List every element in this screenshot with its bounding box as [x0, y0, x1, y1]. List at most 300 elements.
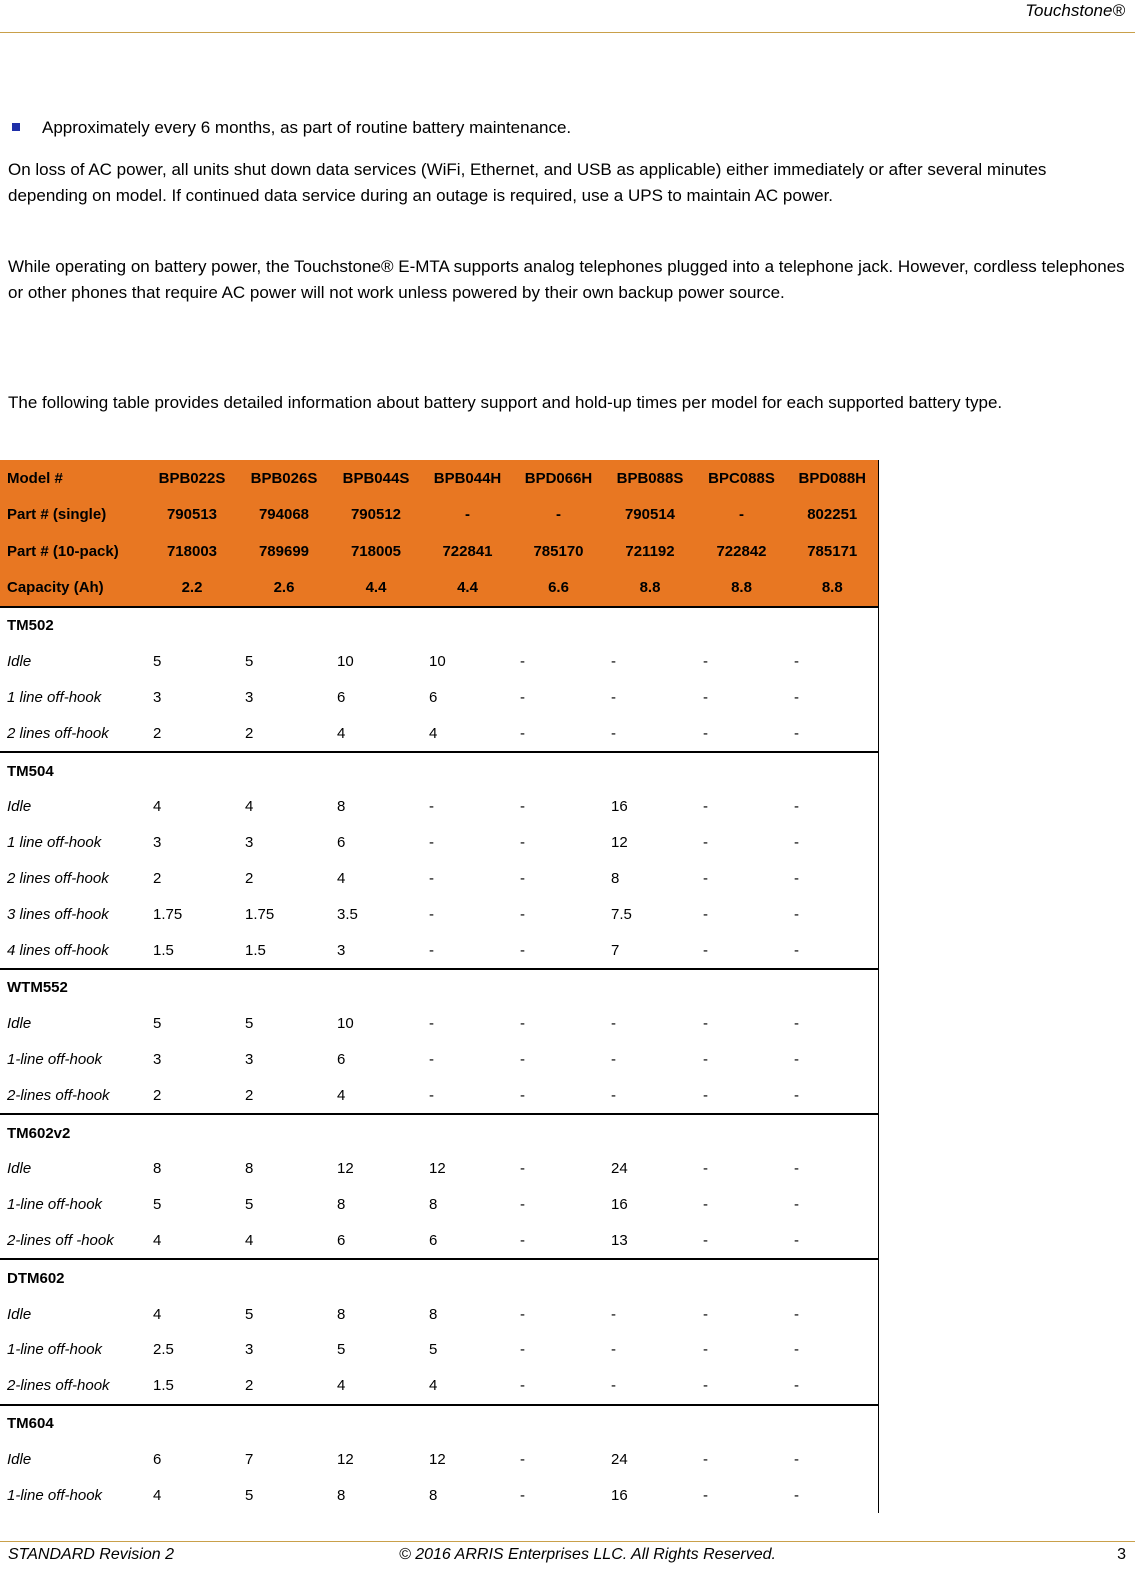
table-cell: - [520, 798, 525, 816]
table-row [0, 1223, 878, 1260]
table-cell: 6 [153, 1450, 162, 1468]
table-cell: - [520, 1160, 525, 1178]
table-cell: - [429, 869, 434, 887]
table-cell: 6 [337, 688, 346, 706]
empty-cell [787, 969, 878, 1006]
empty-cell [604, 607, 696, 644]
table-cell: 5 [337, 1341, 346, 1359]
table-cell: 13 [611, 1231, 628, 1249]
header-label: Model # [0, 460, 146, 497]
empty-cell [238, 969, 330, 1006]
table-cell: 8 [611, 869, 620, 887]
table-row [0, 1151, 878, 1187]
table-row [0, 1441, 878, 1477]
table-cell: - [787, 1077, 878, 1114]
header-cell: 790513 [146, 497, 238, 534]
table-cell: 3 [245, 1050, 254, 1068]
table-cell: - [520, 834, 525, 852]
table-cell: 2 [153, 1086, 162, 1104]
empty-cell [513, 1259, 604, 1296]
empty-cell [604, 1405, 696, 1442]
table-cell: - [429, 1050, 434, 1068]
table-cell: 5 [245, 1015, 254, 1033]
table-cell: 8 [429, 1486, 438, 1504]
table-cell: 12 [429, 1450, 446, 1468]
table-cell: - [787, 1187, 878, 1223]
table-row [0, 896, 878, 932]
header-cell: - [422, 497, 513, 534]
header-cell: - [696, 497, 787, 534]
header-cell: BPD088H [787, 460, 878, 497]
table-cell: 4 [153, 798, 162, 816]
table-cell: - [520, 1341, 525, 1359]
table-cell: - [703, 653, 708, 671]
empty-cell [513, 1405, 604, 1442]
table-cell: 5 [153, 1196, 162, 1214]
header-cell: BPB026S [238, 460, 330, 497]
empty-cell [513, 1114, 604, 1151]
table-cell: - [703, 1305, 708, 1323]
table-cell: - [787, 1042, 878, 1078]
table-cell: - [520, 724, 525, 742]
table-cell: 16 [611, 1196, 628, 1214]
row-label: Idle [7, 1305, 32, 1323]
table-cell: 8 [429, 1305, 438, 1323]
table-cell: - [520, 941, 525, 959]
empty-cell [787, 1114, 878, 1151]
table-cell: - [520, 1015, 525, 1033]
table-cell: 2 [153, 869, 162, 887]
empty-cell [604, 969, 696, 1006]
table-cell: - [703, 1231, 708, 1249]
row-label: 4 lines off-hook [7, 941, 109, 959]
header-label: Capacity (Ah) [0, 570, 146, 608]
model-row [0, 969, 878, 1006]
table-row [0, 680, 878, 716]
table-cell: - [703, 1377, 708, 1395]
battery-table [0, 460, 879, 1513]
header-cell: 2.6 [238, 570, 330, 608]
empty-cell [696, 607, 787, 644]
table-cell: 4 [337, 1377, 346, 1395]
empty-cell [604, 752, 696, 789]
empty-cell [238, 752, 330, 789]
table-cell: 5 [245, 1196, 254, 1214]
table-cell: - [703, 1160, 708, 1178]
model-row [0, 1405, 878, 1442]
table-row [0, 1296, 878, 1332]
model-name: TM502 [0, 607, 146, 644]
table-cell: - [787, 896, 878, 932]
empty-cell [513, 969, 604, 1006]
header-label: Part # (single) [0, 497, 146, 534]
table-row [0, 1006, 878, 1042]
table-cell: 7.5 [611, 905, 632, 923]
table-cell: - [787, 1477, 878, 1513]
row-label: Idle [7, 1015, 32, 1033]
table-cell: 3.5 [337, 905, 358, 923]
table-cell: 8 [245, 1160, 254, 1178]
table-cell: - [429, 1086, 434, 1104]
table-cell: - [611, 1050, 616, 1068]
empty-cell [146, 1114, 238, 1151]
bullet-text: Approximately every 6 months, as part of routine battery maintenance. [42, 118, 572, 137]
empty-cell [238, 1405, 330, 1442]
table-cell: - [787, 1006, 878, 1042]
table-cell: - [787, 1332, 878, 1368]
table-row [0, 1187, 878, 1223]
model-name: TM604 [0, 1405, 146, 1442]
empty-cell [330, 1405, 422, 1442]
table-cell: 8 [337, 1305, 346, 1323]
table-cell: - [429, 941, 434, 959]
table-cell: - [703, 1450, 708, 1468]
table-cell: - [703, 1196, 708, 1214]
table-cell: 7 [245, 1450, 254, 1468]
table-cell: 6 [429, 688, 438, 706]
table-cell: - [703, 1086, 708, 1104]
table-cell: 12 [337, 1160, 354, 1178]
header-cell: BPB044H [422, 460, 513, 497]
footer-copyright: © 2016 ARRIS Enterprises LLC. All Rights Reserved. [399, 1546, 776, 1563]
page-header [0, 0, 1135, 33]
empty-cell [146, 969, 238, 1006]
table-cell: 6 [337, 834, 346, 852]
table-header-row [0, 460, 878, 497]
table-cell: 2 [245, 1086, 254, 1104]
table-cell: 6 [337, 1231, 346, 1249]
table-cell: - [611, 724, 616, 742]
header-cell: 6.6 [513, 570, 604, 608]
table-cell: - [787, 825, 878, 861]
paragraph-battery-power: While operating on battery power, the Touchstone® E-MTA supports analog telephones plugged into a telephone jack. However, cordless telephones or other phones that require AC power will not work unless powered by their own backup power source. [8, 257, 1125, 302]
header-cell: 802251 [787, 497, 878, 534]
empty-cell [696, 969, 787, 1006]
table-cell: 5 [429, 1341, 438, 1359]
table-cell: 3 [153, 688, 162, 706]
empty-cell [422, 969, 513, 1006]
table-header-row [0, 570, 878, 608]
table-cell: - [520, 1231, 525, 1249]
empty-cell [330, 969, 422, 1006]
paragraph-table-intro: The following table provides detailed information about battery support and hold-up times per model for each supported battery type. [8, 393, 1003, 412]
table-cell: - [703, 834, 708, 852]
empty-cell [696, 1114, 787, 1151]
model-name: TM504 [0, 752, 146, 789]
row-label: 2 lines off-hook [7, 724, 109, 742]
table-cell: - [703, 941, 708, 959]
table-cell: 16 [611, 798, 628, 816]
table-row [0, 1332, 878, 1368]
table-cell: - [787, 644, 878, 680]
table-cell: 4 [245, 798, 254, 816]
table-cell: - [429, 905, 434, 923]
row-label: 1 line off-hook [7, 834, 102, 852]
header-cell: 721192 [604, 533, 696, 570]
header-cell: 2.2 [146, 570, 238, 608]
header-cell: BPB022S [146, 460, 238, 497]
header-cell: 785170 [513, 533, 604, 570]
table-cell: - [520, 653, 525, 671]
footer-page-number: 3 [1117, 1546, 1126, 1563]
table-cell: 2 [245, 869, 254, 887]
empty-cell [787, 607, 878, 644]
header-cell: 8.8 [604, 570, 696, 608]
table-cell: 8 [337, 1196, 346, 1214]
empty-cell [696, 1405, 787, 1442]
table-row [0, 644, 878, 680]
header-cell: 722841 [422, 533, 513, 570]
row-label: Idle [7, 1450, 32, 1468]
bullet-item [8, 118, 571, 138]
table-cell: 8 [337, 798, 346, 816]
table-header-row [0, 533, 878, 570]
model-name: DTM602 [0, 1259, 146, 1296]
header-cell: 790512 [330, 497, 422, 534]
table-cell: - [520, 1305, 525, 1323]
table-cell: - [611, 1341, 616, 1359]
empty-cell [330, 1114, 422, 1151]
empty-cell [422, 1405, 513, 1442]
table-row [0, 1042, 878, 1078]
row-label: 2 lines off-hook [7, 869, 109, 887]
header-cell: 722842 [696, 533, 787, 570]
empty-cell [238, 607, 330, 644]
table-cell: - [520, 1196, 525, 1214]
table-cell: - [787, 861, 878, 897]
table-cell: - [611, 653, 616, 671]
table-cell: 12 [429, 1160, 446, 1178]
table-cell: 1.5 [153, 941, 174, 959]
table-cell: 3 [245, 834, 254, 852]
table-cell: - [703, 1015, 708, 1033]
row-label: 1-line off-hook [7, 1341, 103, 1359]
table-row [0, 861, 878, 897]
table-cell: - [520, 1450, 525, 1468]
table-cell: 6 [429, 1231, 438, 1249]
table-cell: 2 [245, 1377, 254, 1395]
row-label: 3 lines off-hook [7, 905, 109, 923]
table-cell: - [611, 1377, 616, 1395]
header-cell: 718005 [330, 533, 422, 570]
row-label: 1-line off-hook [7, 1196, 103, 1214]
empty-cell [422, 752, 513, 789]
header-cell: 4.4 [422, 570, 513, 608]
table-cell: - [429, 1015, 434, 1033]
table-cell: - [787, 680, 878, 716]
table-cell: 8 [429, 1196, 438, 1214]
empty-cell [696, 1259, 787, 1296]
row-label: 1 line off-hook [7, 688, 102, 706]
table-cell: - [520, 1377, 525, 1395]
table-cell: 4 [153, 1486, 162, 1504]
header-label: Part # (10-pack) [0, 533, 146, 570]
table-cell: 1.75 [153, 905, 183, 923]
empty-cell [422, 607, 513, 644]
table-cell: - [703, 869, 708, 887]
table-cell: - [611, 1086, 616, 1104]
header-cell: 8.8 [696, 570, 787, 608]
footer-revision: STANDARD Revision 2 [8, 1546, 174, 1563]
table-cell: - [703, 1050, 708, 1068]
table-row [0, 1477, 878, 1513]
table-cell: 5 [245, 1486, 254, 1504]
table-cell: 1.5 [245, 941, 266, 959]
table-cell: 4 [429, 1377, 438, 1395]
model-name: TM602v2 [0, 1114, 146, 1151]
table-cell: 1.75 [245, 905, 275, 923]
header-cell: 4.4 [330, 570, 422, 608]
table-cell: - [520, 869, 525, 887]
empty-cell [330, 752, 422, 789]
header-cell: 790514 [604, 497, 696, 534]
empty-cell [238, 1259, 330, 1296]
table-cell: - [703, 724, 708, 742]
empty-cell [787, 1405, 878, 1442]
table-cell: 5 [245, 653, 254, 671]
empty-cell [146, 1405, 238, 1442]
table-row [0, 715, 878, 752]
table-cell: - [787, 1296, 878, 1332]
table-row [0, 825, 878, 861]
header-cell: 8.8 [787, 570, 878, 608]
table-cell: - [520, 905, 525, 923]
empty-cell [604, 1259, 696, 1296]
table-cell: 16 [611, 1486, 628, 1504]
model-name: WTM552 [0, 969, 146, 1006]
header-brand: Touchstone® [1025, 1, 1125, 20]
empty-cell [604, 1114, 696, 1151]
table-row [0, 789, 878, 825]
table-cell: - [429, 834, 434, 852]
empty-cell [146, 1259, 238, 1296]
table-cell: 12 [611, 834, 628, 852]
table-cell: 2.5 [153, 1341, 174, 1359]
model-row [0, 752, 878, 789]
row-label: 2-lines off-hook [7, 1086, 110, 1104]
page-footer [0, 1541, 1135, 1570]
row-label: Idle [7, 1160, 32, 1178]
model-row [0, 607, 878, 644]
table-cell: - [787, 715, 878, 752]
table-cell: 5 [153, 1015, 162, 1033]
header-cell: - [513, 497, 604, 534]
header-cell: BPB088S [604, 460, 696, 497]
empty-cell [146, 752, 238, 789]
table-cell: - [703, 798, 708, 816]
table-cell: - [611, 1305, 616, 1323]
table-cell: 4 [337, 724, 346, 742]
table-row [0, 932, 878, 969]
table-cell: 3 [153, 1050, 162, 1068]
table-row [0, 1368, 878, 1405]
table-header-row [0, 497, 878, 534]
empty-cell [787, 752, 878, 789]
row-label: Idle [7, 653, 32, 671]
table-cell: 3 [245, 688, 254, 706]
header-cell: 785171 [787, 533, 878, 570]
empty-cell [146, 607, 238, 644]
table-cell: 4 [153, 1231, 162, 1249]
table-cell: - [787, 932, 878, 969]
empty-cell [422, 1114, 513, 1151]
table-cell: 3 [245, 1341, 254, 1359]
table-cell: 8 [337, 1486, 346, 1504]
empty-cell [513, 607, 604, 644]
table-cell: 3 [337, 941, 346, 959]
table-cell: 5 [245, 1305, 254, 1323]
empty-cell [238, 1114, 330, 1151]
table-cell: 24 [611, 1450, 628, 1468]
table-cell: 6 [337, 1050, 346, 1068]
table-cell: 8 [153, 1160, 162, 1178]
table-cell: - [520, 688, 525, 706]
table-cell: - [429, 798, 434, 816]
header-cell: 789699 [238, 533, 330, 570]
table-cell: - [703, 688, 708, 706]
empty-cell [787, 1259, 878, 1296]
table-cell: - [787, 1223, 878, 1260]
model-row [0, 1259, 878, 1296]
table-cell: - [703, 905, 708, 923]
table-cell: 12 [337, 1450, 354, 1468]
table-cell: 3 [153, 834, 162, 852]
table-cell: 2 [153, 724, 162, 742]
row-label: 1-line off-hook [7, 1050, 103, 1068]
empty-cell [330, 607, 422, 644]
table-cell: 7 [611, 941, 620, 959]
empty-cell [330, 1259, 422, 1296]
row-label: 2-lines off -hook [7, 1231, 114, 1249]
model-row [0, 1114, 878, 1151]
empty-cell [422, 1259, 513, 1296]
table-cell: 24 [611, 1160, 628, 1178]
header-cell: 718003 [146, 533, 238, 570]
table-cell: 10 [337, 1015, 354, 1033]
table-cell: - [787, 1151, 878, 1187]
table-cell: 4 [429, 724, 438, 742]
paragraph-ac-power: On loss of AC power, all units shut down data services (WiFi, Ethernet, and USB as applicable) either immediately or after several minutes depending on model. If continued data service during an outage is required, use a UPS to maintain AC power. [8, 160, 1047, 205]
header-cell: BPB044S [330, 460, 422, 497]
empty-cell [696, 752, 787, 789]
table-cell: 4 [337, 869, 346, 887]
header-cell: BPD066H [513, 460, 604, 497]
table-cell: - [787, 1368, 878, 1405]
empty-cell [513, 752, 604, 789]
bullet-square-icon [12, 123, 20, 131]
header-cell: BPC088S [696, 460, 787, 497]
table-cell: 4 [153, 1305, 162, 1323]
table-cell: 4 [337, 1086, 346, 1104]
table-cell: 10 [429, 653, 446, 671]
table-cell: - [787, 1441, 878, 1477]
table-cell: - [611, 688, 616, 706]
table-cell: - [520, 1086, 525, 1104]
row-label: 2-lines off-hook [7, 1377, 110, 1395]
table-row [0, 1077, 878, 1114]
table-cell: 1.5 [153, 1377, 174, 1395]
table-cell: 10 [337, 653, 354, 671]
table-cell: - [703, 1486, 708, 1504]
header-cell: 794068 [238, 497, 330, 534]
table-cell: - [611, 1015, 616, 1033]
table-cell: 2 [245, 724, 254, 742]
table-cell: 5 [153, 653, 162, 671]
table-cell: - [520, 1050, 525, 1068]
row-label: Idle [7, 798, 32, 816]
table-cell: - [703, 1341, 708, 1359]
table-cell: - [520, 1486, 525, 1504]
